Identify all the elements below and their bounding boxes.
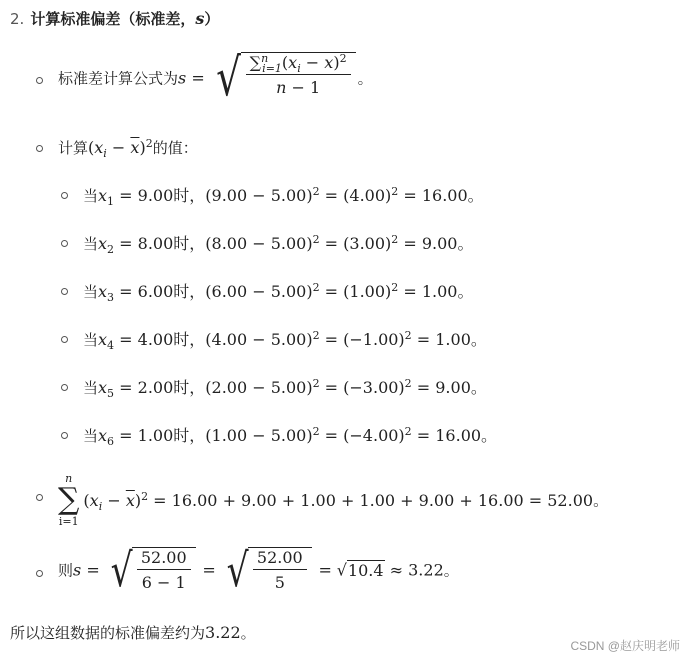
bullet-icon xyxy=(36,145,43,152)
sum-item: n ∑ i=1 $(x_i - \overline{x})^2 = 16.00 + 9.00 + 1.00 + 1.00 + 9.00 + 16.00 = 52.00$。 xyxy=(58,472,609,528)
sqrt-frac-2: √ $\frac{52.00}{5}$ xyxy=(223,547,312,593)
bullet-icon xyxy=(36,77,43,84)
formula-eq: = xyxy=(191,68,205,88)
sqrt-frac-1: √ $\frac{52.00}{6 - 1}$ xyxy=(107,547,196,593)
heading-close: ） xyxy=(204,10,220,28)
section-heading xyxy=(10,8,219,29)
watermark: CSDN @赵庆明老师 xyxy=(570,639,680,653)
bullet-icon xyxy=(61,240,68,247)
formula-lhs: s xyxy=(178,68,187,88)
heading-var: s xyxy=(195,9,205,28)
value-row: 当$x_1 = 9.00$时，$(9.00 - 5.00)^2 = (4.00)^2 = 16.00$。 xyxy=(83,185,484,208)
formula-end: 。 xyxy=(357,69,373,88)
bullet-icon xyxy=(61,432,68,439)
formula-item xyxy=(58,48,373,108)
heading-number: 2. xyxy=(10,10,25,28)
conclusion-text: 所以这组数据的标准偏差约为3.22。 xyxy=(10,623,256,642)
heading-text: 计算标准偏差（标准差， xyxy=(30,10,196,28)
value-row: 当$x_3 = 6.00$时，$(6.00 - 5.00)^2 = (1.00)^2 = 1.00$。 xyxy=(83,281,474,304)
result-item: 则s = √ $\frac{52.00}{6 - 1}$ = √ $\frac{52.00}{5}$ = √10.4 ≈ 3.22。 xyxy=(58,543,459,597)
sum-symbol: n ∑ i=1 xyxy=(58,472,80,528)
bullet-icon xyxy=(36,494,43,501)
value-row: 当$x_2 = 8.00$时，$(8.00 - 5.00)^2 = (3.00)^2 = 9.00$。 xyxy=(83,233,474,256)
value-row: 当$x_5 = 2.00$时，$(2.00 - 5.00)^2 = (-3.00)^2 = 9.00$。 xyxy=(83,377,487,400)
bullet-icon xyxy=(61,192,68,199)
value-row: 当$x_6 = 1.00$时，$(1.00 - 5.00)^2 = (-4.00)^2 = 16.00$。 xyxy=(83,425,498,448)
bullet-icon xyxy=(61,384,68,391)
calc-item: 计算$(x_i - \overline{x})^2$的值： xyxy=(58,137,198,160)
bullet-icon xyxy=(61,336,68,343)
formula-sqrt: √ $\frac{\sum^n_{i=1}(x_i - \overline{x})^2}{n - 1}$ xyxy=(212,52,356,104)
formula-prefix: 标准差计算公式为 xyxy=(58,69,179,88)
value-row: 当$x_4 = 4.00$时，$(4.00 - 5.00)^2 = (-1.00)^2 = 1.00$。 xyxy=(83,329,487,352)
bullet-icon xyxy=(61,288,68,295)
bullet-icon xyxy=(36,570,43,577)
